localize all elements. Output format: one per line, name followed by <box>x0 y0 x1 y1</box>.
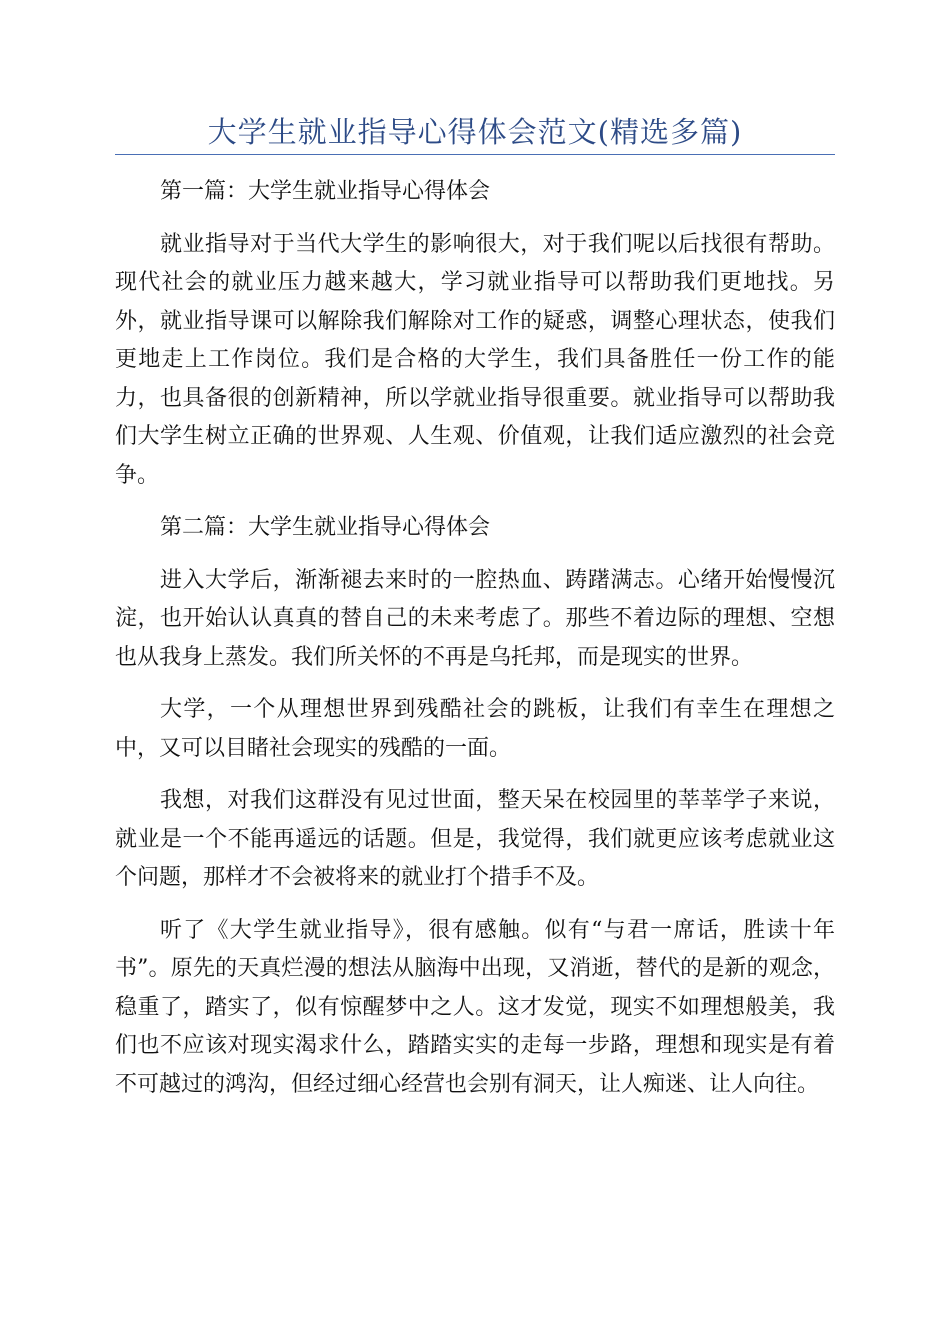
paragraph-4: 我想，对我们这群没有见过世面，整天呆在校园里的莘莘学子来说，就业是一个不能再遥远的话题。但是，我觉得，我们就更应该考虑就业这个问题，那样才不会被将来的就业打个措手不及。 <box>115 788 835 890</box>
document-body <box>115 173 835 1118</box>
paragraph-2: 进入大学后，渐渐褪去来时的一腔热血、踌躇满志。心绪开始慢慢沉淀，也开始认认真真的替自己的未来考虑了。那些不着边际的理想、空想也从我身上蒸发。我们所关怀的不再是乌托邦，而是现实的世界。 <box>115 567 835 670</box>
paragraph-1: 就业指导对于当代大学生的影响很大，对于我们呢以后找很有帮助。现代社会的就业压力越来越大，学习就业指导可以帮助我们更地找。另外，就业指导课可以解除我们解除对工作的疑惑，调整心理状态，使我们更地走上工作岗位。我们是合格的大学生，我们具备胜任一份工作的能力，也具备很的创新精神，所以学就业指导很重要。就业指导可以帮助我们大学生树立正确的世界观、人生观、价值观，让我们适应激烈的社会竞争。 <box>115 231 835 488</box>
paragraph-5: 听了《大学生就业指导》，很有感触。似有“与君一席话，胜读十年书”。原先的天真烂漫的想法从脑海中出现，又消逝，替代的是新的观念，稳重了，踏实了，似有惊醒梦中之人。这才发觉，现实不如理想般美，我们也不应该对现实渴求什么，踏踏实实的走每一步路，理想和现实是有着不可越过的鸿沟，但经过细心经营也会别有洞天，让人痴迷、让人向往。 <box>115 917 835 1097</box>
document-title: 大学生就业指导心得体会范文(精选多篇) <box>207 115 743 149</box>
section-heading-2: 第二篇：大学生就业指导心得体会 <box>160 515 491 540</box>
section-heading-1: 第一篇：大学生就业指导心得体会 <box>160 179 491 204</box>
title-underline <box>115 154 835 155</box>
paragraph-3: 大学，一个从理想世界到残酷社会的跳板，让我们有幸生在理想之中，又可以目睹社会现实的残酷的一面。 <box>115 697 835 761</box>
